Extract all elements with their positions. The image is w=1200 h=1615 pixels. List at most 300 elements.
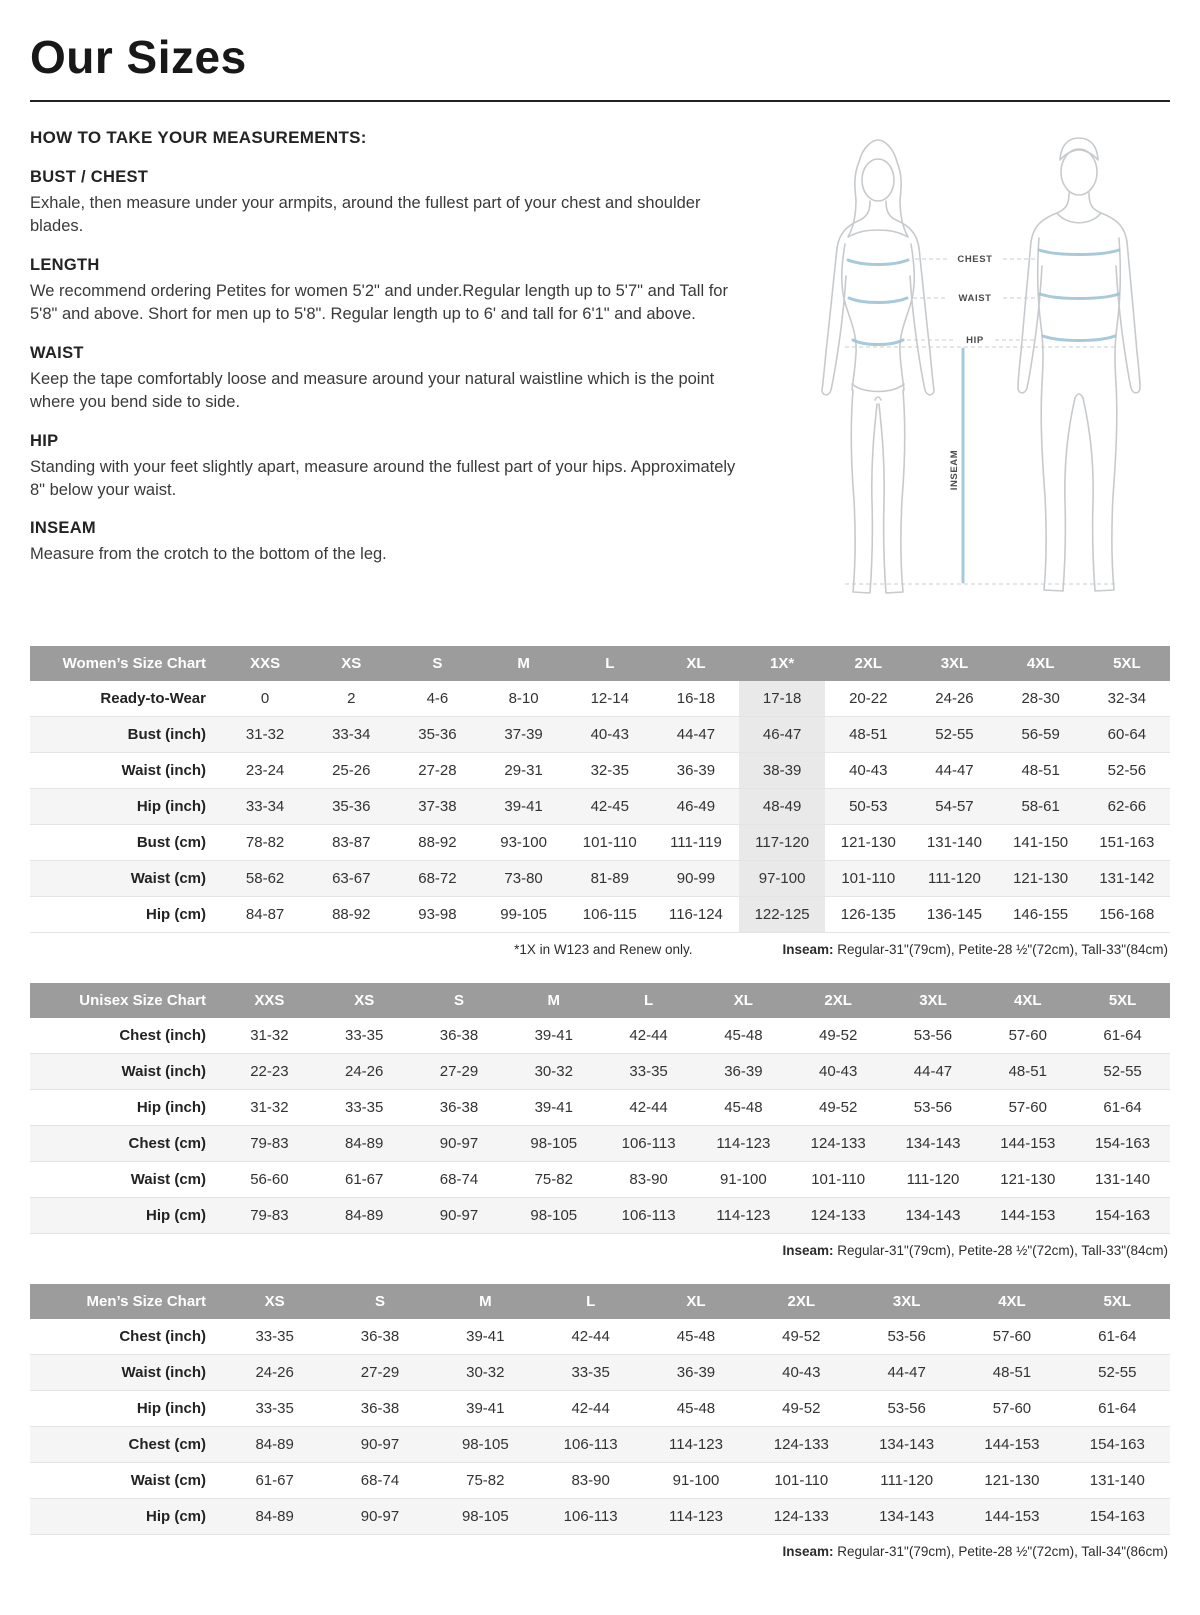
size-value-cell: 98-105 [530,1135,578,1152]
size-value-cell: 52-55 [1103,1063,1142,1080]
size-value-cell: 48-51 [1021,762,1060,779]
table-header-row [30,646,1170,681]
instruction-inseam [30,519,750,566]
table-title: Women’s Size Chart [30,646,222,681]
size-value-cell: 91-100 [672,1472,720,1489]
size-value-cell: 90-97 [360,1508,400,1525]
size-value-cell: 61-64 [1103,1099,1142,1116]
row-label: Hip (inch) [136,798,206,815]
size-column-header: L [538,1284,643,1319]
size-value-cell: 50-53 [849,798,888,815]
size-value-cell: 48-49 [739,789,825,825]
size-value-cell: 0 [260,690,270,707]
size-value-cell: 42-45 [590,798,629,815]
size-value-cell: 131-140 [926,834,982,851]
table-title: Men’s Size Chart [30,1284,222,1319]
row-label: Waist (cm) [130,1472,206,1489]
size-value-cell: 33-35 [345,1099,384,1116]
row-label: Waist (cm) [130,870,206,887]
size-column-header: M [481,646,567,681]
table-row [30,1090,1170,1126]
size-value-cell: 61-64 [1098,1400,1137,1417]
size-value-cell: 44-47 [913,1063,953,1080]
size-column-header: S [394,646,480,681]
male-hip-line [1043,336,1115,341]
size-value-cell: 98-105 [461,1508,509,1525]
instruction-hip [30,432,750,503]
size-value-cell: 39-41 [534,1099,573,1116]
size-value-cell: 45-48 [676,1400,716,1417]
size-value-cell: 22-23 [250,1063,289,1080]
size-value-cell: 57-60 [992,1328,1032,1345]
size-value-cell: 68-74 [360,1472,400,1489]
size-value-cell: 61-64 [1098,1328,1137,1345]
size-value-cell: 117-120 [739,825,825,861]
size-value-cell: 91-100 [720,1171,767,1188]
footnote: Inseam: Regular-31"(79cm), Petite-28 ½"(72cm), Tall-33"(84cm) [782,1243,1168,1258]
size-value-cell: 75-82 [534,1171,573,1188]
size-value-cell: 151-163 [1099,834,1155,851]
size-value-cell: 131-140 [1089,1472,1145,1489]
size-value-cell: 154-163 [1089,1508,1145,1525]
size-value-cell: 42-44 [629,1099,668,1116]
size-value-cell: 124-133 [810,1207,866,1224]
size-value-cell: 83-90 [629,1171,668,1188]
size-value-cell: 37-39 [504,726,543,743]
size-value-cell: 36-38 [360,1328,400,1345]
size-value-cell: 68-72 [418,870,457,887]
size-value-cell: 49-52 [782,1328,821,1345]
size-value-cell: 39-41 [504,798,543,815]
size-value-cell: 131-140 [1095,1171,1151,1188]
size-value-cell: 39-41 [466,1400,505,1417]
size-value-cell: 98-105 [530,1207,578,1224]
size-value-cell: 93-98 [418,906,457,923]
instruction-title: WAIST [30,343,84,362]
size-value-cell: 122-125 [739,897,825,933]
size-value-cell: 90-97 [439,1135,479,1152]
size-value-cell: 88-92 [418,834,457,851]
size-value-cell: 33-35 [629,1063,668,1080]
size-column-header: 5XL [1084,646,1170,681]
size-value-cell: 60-64 [1107,726,1147,743]
size-value-cell: 63-67 [332,870,371,887]
chest-label: CHEST [957,254,993,265]
size-value-cell: 27-29 [439,1063,479,1080]
womens-size-chart-section [30,646,1170,957]
size-value-cell: 57-60 [992,1400,1032,1417]
table-row [30,1499,1170,1535]
row-label: Waist (inch) [121,1364,206,1381]
size-value-cell: 25-26 [332,762,371,779]
size-value-cell: 30-32 [534,1063,573,1080]
footnote: Inseam: Regular-31"(79cm), Petite-28 ½"(72cm), Tall-33"(84cm) [782,942,1168,957]
size-value-cell: 58-62 [245,870,285,887]
size-value-cell: 101-110 [774,1472,829,1489]
size-value-cell: 146-155 [1013,906,1069,923]
size-value-cell: 40-43 [818,1063,858,1080]
size-value-cell: 33-34 [332,726,371,743]
size-value-cell: 53-56 [913,1099,953,1116]
size-column-header: 2XL [825,646,911,681]
size-value-cell: 36-38 [360,1400,400,1417]
size-value-cell: 79-83 [250,1207,289,1224]
size-value-cell: 2 [347,690,356,707]
size-value-cell: 40-43 [782,1364,821,1381]
table-header-row [30,1284,1170,1319]
unisex-size-chart [30,983,1170,1234]
size-value-cell: 40-43 [849,762,888,779]
size-value-cell: 131-142 [1099,870,1155,887]
size-value-cell: 46-47 [739,717,825,753]
size-value-cell: 42-44 [629,1027,668,1044]
size-value-cell: 111-120 [906,1171,960,1188]
table-row [30,1391,1170,1427]
female-hip-line [853,340,903,345]
size-column-header: 2XL [791,983,886,1018]
table-row [30,1198,1170,1234]
size-column-header: 3XL [911,646,997,681]
size-column-header: 4XL [980,983,1075,1018]
size-value-cell: 31-32 [250,1027,289,1044]
size-value-cell: 56-59 [1021,726,1060,743]
instruction-length [30,256,750,327]
size-value-cell: 33-35 [255,1328,294,1345]
size-value-cell: 90-97 [360,1436,400,1453]
mens-size-chart [30,1284,1170,1535]
size-column-header: 3XL [886,983,981,1018]
size-value-cell: 106-113 [621,1135,676,1152]
instructions-heading: HOW TO TAKE YOUR MEASUREMENTS: [30,128,367,147]
size-column-header: XXS [222,983,317,1018]
size-value-cell: 156-168 [1099,906,1155,923]
body-measurement-illustration [785,132,1165,610]
table-row [30,789,1170,825]
size-column-header: XXS [222,646,308,681]
size-value-cell: 24-26 [255,1364,294,1381]
row-label: Waist (inch) [121,1063,206,1080]
size-column-header: XS [222,1284,327,1319]
size-value-cell: 61-67 [255,1472,294,1489]
size-value-cell: 144-153 [984,1436,1040,1453]
size-value-cell: 111-120 [928,870,981,887]
size-value-cell: 52-55 [1098,1364,1137,1381]
size-charts-area [30,646,1170,1559]
size-value-cell: 4-6 [426,690,449,707]
table-footnotes [30,1544,1168,1559]
row-label: Ready-to-Wear [100,690,206,707]
size-value-cell: 48-51 [1008,1063,1047,1080]
table-footnotes [30,1243,1168,1258]
instruction-waist [30,344,750,415]
row-label: Bust (inch) [127,726,206,743]
size-value-cell: 39-41 [466,1328,505,1345]
table-row [30,753,1170,789]
size-value-cell: 141-150 [1013,834,1069,851]
size-value-cell: 46-49 [676,798,716,815]
male-figure-illustration [1018,138,1140,591]
size-value-cell: 20-22 [849,690,888,707]
table-row [30,825,1170,861]
row-label: Hip (cm) [146,1207,206,1224]
size-column-header: 3XL [854,1284,959,1319]
size-value-cell: 44-47 [887,1364,926,1381]
size-value-cell: 106-113 [563,1436,618,1453]
instruction-body: We recommend ordering Petites for women 5'2" and under.Regular length up to 5'7" and Tall for 5'8" and above. Short for men up to 5'8". Regular length up to 6' and tall for 6'1" and above. [30,281,728,324]
size-value-cell: 56-60 [250,1171,289,1188]
size-column-header: 4XL [998,646,1084,681]
footnote: *1X in W123 and Renew only. [514,942,693,957]
size-value-cell: 114-123 [669,1436,723,1453]
size-column-header: M [506,983,601,1018]
title-divider [30,100,1170,102]
size-value-cell: 27-28 [418,762,457,779]
size-column-header: L [567,646,653,681]
size-value-cell: 83-87 [332,834,371,851]
table-row [30,1355,1170,1391]
size-value-cell: 75-82 [466,1472,505,1489]
size-value-cell: 48-51 [992,1364,1032,1381]
size-value-cell: 124-133 [810,1135,866,1152]
size-value-cell: 61-67 [345,1171,384,1188]
size-column-header: XL [653,646,739,681]
size-value-cell: 106-115 [582,906,637,923]
size-value-cell: 33-35 [571,1364,610,1381]
table-row [30,1054,1170,1090]
size-value-cell: 154-163 [1089,1436,1145,1453]
size-column-header: XS [308,646,394,681]
size-value-cell: 154-163 [1095,1207,1151,1224]
measurement-diagram [780,128,1170,620]
female-chest-line [848,260,908,265]
size-column-header: S [327,1284,432,1319]
womens-size-chart [30,646,1170,933]
size-value-cell: 36-38 [439,1099,479,1116]
size-value-cell: 68-74 [439,1171,479,1188]
size-value-cell: 54-57 [935,798,974,815]
size-value-cell: 36-38 [439,1027,479,1044]
size-value-cell: 37-38 [418,798,457,815]
page-title: Our Sizes [30,31,247,83]
size-value-cell: 24-26 [345,1063,384,1080]
size-column-header: L [601,983,696,1018]
size-value-cell: 57-60 [1008,1027,1047,1044]
size-value-cell: 62-66 [1107,798,1147,815]
female-waist-line [849,298,907,303]
size-value-cell: 44-47 [676,726,716,743]
size-value-cell: 17-18 [739,681,825,717]
size-value-cell: 53-56 [887,1328,926,1345]
measurement-instructions [30,128,750,620]
waist-label: WAIST [958,293,992,304]
size-value-cell: 52-56 [1107,762,1147,779]
size-value-cell: 24-26 [935,690,974,707]
size-value-cell: 99-105 [500,906,547,923]
size-column-header: 4XL [959,1284,1064,1319]
size-value-cell: 84-89 [345,1135,384,1152]
size-value-cell: 33-35 [345,1027,384,1044]
row-label: Hip (inch) [136,1400,206,1417]
row-label: Chest (cm) [128,1135,206,1152]
size-value-cell: 44-47 [935,762,974,779]
size-value-cell: 39-41 [534,1027,573,1044]
size-value-cell: 27-29 [360,1364,400,1381]
male-chest-line [1039,250,1119,255]
size-value-cell: 32-35 [590,762,629,779]
size-value-cell: 121-130 [984,1472,1040,1489]
size-column-header: XS [317,983,412,1018]
instruction-body: Measure from the crotch to the bottom of the leg. [30,545,387,564]
instruction-body: Exhale, then measure under your armpits, around the fullest part of your chest and shoulder blades. [30,194,701,236]
size-column-header: 5XL [1065,1284,1170,1319]
unisex-size-chart-section [30,983,1170,1258]
table-row [30,1427,1170,1463]
size-value-cell: 40-43 [590,726,629,743]
size-value-cell: 90-99 [676,870,716,887]
table-row [30,1162,1170,1198]
inseam-label: INSEAM [949,449,960,491]
size-column-header: 5XL [1075,983,1170,1018]
size-value-cell: 73-80 [504,870,543,887]
size-value-cell: 124-133 [773,1508,829,1525]
size-value-cell: 12-14 [590,690,629,707]
instruction-title: HIP [30,431,59,450]
size-value-cell: 49-52 [818,1027,858,1044]
size-column-header: 1X* [739,646,825,681]
size-value-cell: 42-44 [571,1328,610,1345]
instruction-title: BUST / CHEST [30,168,149,186]
size-value-cell: 38-39 [739,753,825,789]
size-value-cell: 154-163 [1095,1135,1151,1152]
size-value-cell: 23-24 [245,762,285,779]
size-value-cell: 83-90 [571,1472,610,1489]
size-value-cell: 45-48 [676,1328,716,1345]
instruction-body: Keep the tape comfortably loose and measure around your natural waistline which is the point where you bend side to side. [30,369,715,412]
size-value-cell: 97-100 [739,861,825,897]
size-value-cell: 144-153 [1000,1207,1056,1224]
size-value-cell: 134-143 [879,1508,935,1525]
table-row [30,717,1170,753]
size-value-cell: 42-44 [571,1400,610,1417]
size-value-cell: 28-30 [1021,690,1060,707]
size-value-cell: 111-119 [670,834,722,851]
size-value-cell: 101-110 [582,834,637,851]
size-value-cell: 88-92 [332,906,371,923]
size-value-cell: 31-32 [250,1099,289,1116]
row-label: Hip (cm) [146,1508,206,1525]
table-row [30,681,1170,717]
row-label: Hip (inch) [136,1099,206,1116]
footnote: Inseam: Regular-31"(79cm), Petite-28 ½"(72cm), Tall-34"(86cm) [782,1544,1168,1559]
size-value-cell: 114-123 [716,1135,771,1152]
row-label: Waist (cm) [130,1171,206,1188]
size-value-cell: 45-48 [724,1027,763,1044]
size-value-cell: 49-52 [782,1400,821,1417]
size-value-cell: 30-32 [466,1364,505,1381]
row-label: Hip (cm) [146,906,206,923]
size-column-header: XL [696,983,791,1018]
size-value-cell: 52-55 [935,726,974,743]
table-title: Unisex Size Chart [30,983,222,1018]
size-value-cell: 49-52 [818,1099,858,1116]
size-value-cell: 124-133 [773,1436,829,1453]
size-value-cell: 136-145 [926,906,982,923]
size-value-cell: 101-110 [811,1171,866,1188]
table-row [30,1319,1170,1355]
hip-label: HIP [966,335,984,346]
size-column-header: S [412,983,507,1018]
instruction-title: LENGTH [30,255,100,274]
size-value-cell: 134-143 [879,1436,935,1453]
size-value-cell: 78-82 [245,834,285,851]
size-value-cell: 121-130 [1000,1171,1056,1188]
size-value-cell: 126-135 [840,906,896,923]
size-value-cell: 134-143 [905,1135,961,1152]
size-value-cell: 8-10 [508,690,539,707]
size-value-cell: 144-153 [1000,1135,1056,1152]
size-value-cell: 84-87 [245,906,285,923]
table-header-row [30,983,1170,1018]
size-value-cell: 32-34 [1107,690,1147,707]
size-value-cell: 134-143 [905,1207,961,1224]
table-row [30,1018,1170,1054]
row-label: Chest (cm) [128,1436,206,1453]
size-value-cell: 90-97 [439,1207,479,1224]
size-column-header: XL [643,1284,748,1319]
size-value-cell: 36-39 [724,1063,763,1080]
size-value-cell: 116-124 [668,906,723,923]
row-label: Chest (inch) [119,1328,206,1345]
row-label: Waist (inch) [121,762,206,779]
size-value-cell: 53-56 [887,1400,926,1417]
size-value-cell: 35-36 [332,798,371,815]
size-value-cell: 33-35 [255,1400,294,1417]
measurement-guide-section [30,128,1170,620]
size-value-cell: 121-130 [1013,870,1069,887]
size-column-header: 2XL [749,1284,854,1319]
table-row [30,1463,1170,1499]
size-value-cell: 57-60 [1008,1099,1047,1116]
size-value-cell: 33-34 [245,798,285,815]
female-figure-illustration [822,140,934,593]
size-value-cell: 53-56 [913,1027,953,1044]
size-value-cell: 35-36 [418,726,457,743]
size-value-cell: 61-64 [1103,1027,1142,1044]
mens-size-chart-section [30,1284,1170,1559]
size-value-cell: 29-31 [504,762,543,779]
size-value-cell: 98-105 [461,1436,509,1453]
size-value-cell: 45-48 [724,1099,763,1116]
row-label: Chest (inch) [119,1027,206,1044]
size-value-cell: 121-130 [840,834,896,851]
size-value-cell: 111-120 [880,1472,934,1489]
table-footnotes [30,942,1168,957]
size-value-cell: 93-100 [500,834,547,851]
instruction-title: INSEAM [30,519,96,538]
table-row [30,1126,1170,1162]
size-value-cell: 84-89 [255,1436,294,1453]
row-label: Bust (cm) [136,834,206,851]
table-row [30,897,1170,933]
size-column-header: M [433,1284,538,1319]
size-value-cell: 81-89 [590,870,629,887]
size-value-cell: 114-123 [716,1207,771,1224]
size-value-cell: 144-153 [984,1508,1040,1525]
table-row [30,861,1170,897]
instruction-bust-chest [30,168,750,239]
size-value-cell: 114-123 [669,1508,723,1525]
size-value-cell: 84-89 [345,1207,384,1224]
